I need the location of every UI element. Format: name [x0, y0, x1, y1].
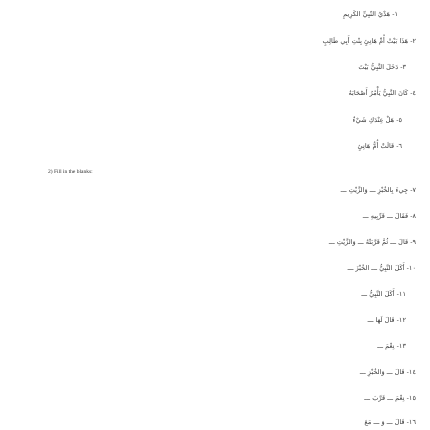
list-item: ٧- جِيءَ بِالخُبْزِ ـــ وَالزَّيْتِ ـــ	[340, 186, 416, 194]
list-item: ١٥- نِعْمَ ـــ قَرَّبَ ـــ	[364, 394, 416, 402]
list-item: ١٢- قَالَ لَهَا ـــ	[367, 316, 406, 324]
list-item: ٥- هَلْ عِنْدَكِ شَيْءٌ	[352, 116, 402, 124]
list-item: ٤- كَانَ النَّبِيُّ يَأْمُرُ أَصْحَابَهُ	[348, 89, 416, 97]
list-item: ١- هَدْيُ النّبِيِّ الكَرِيمِ	[343, 10, 398, 18]
list-item: ١١- أَكَلَ النَّبِيُّ ـــ	[361, 290, 406, 298]
list-item: ١٣- نِعْمَ ـــ	[377, 342, 406, 350]
list-item: ١٦- قَالَ ـــ وَ ـــ مَعَ	[364, 418, 416, 426]
list-item: ٩- قَالَ ـــ ثُمَّ قَرَّبَتْهُ ـــ وَالزَّيْتِ ـــ	[328, 238, 416, 246]
exercise-lines	[116, 0, 416, 430]
list-item: ٦- قَالَتْ أُمُّ هَانِئٍ	[357, 142, 402, 150]
list-item: ٨- فَقَالَ ـــ قَرِّبِيهِ ـــ	[362, 212, 416, 220]
exercise-heading: 2) Fill in the blanks:	[48, 169, 93, 175]
list-item: ٣- دَخَلَ النَّبِيُّ بَيْتَ	[358, 63, 406, 71]
list-item: ١٠- أَكَلَ النَّبِيُّ ـــ الخُبْزَ ـــ	[347, 264, 416, 272]
list-item: ١٤- قَالَ ـــ وَالخُبْزِ ـــ	[359, 368, 416, 376]
list-item: ٢- هَذَا بَيْتُ أُمِّ هَانِئٍ بِنْتِ أَبِي طَالِبٍ	[322, 37, 416, 45]
